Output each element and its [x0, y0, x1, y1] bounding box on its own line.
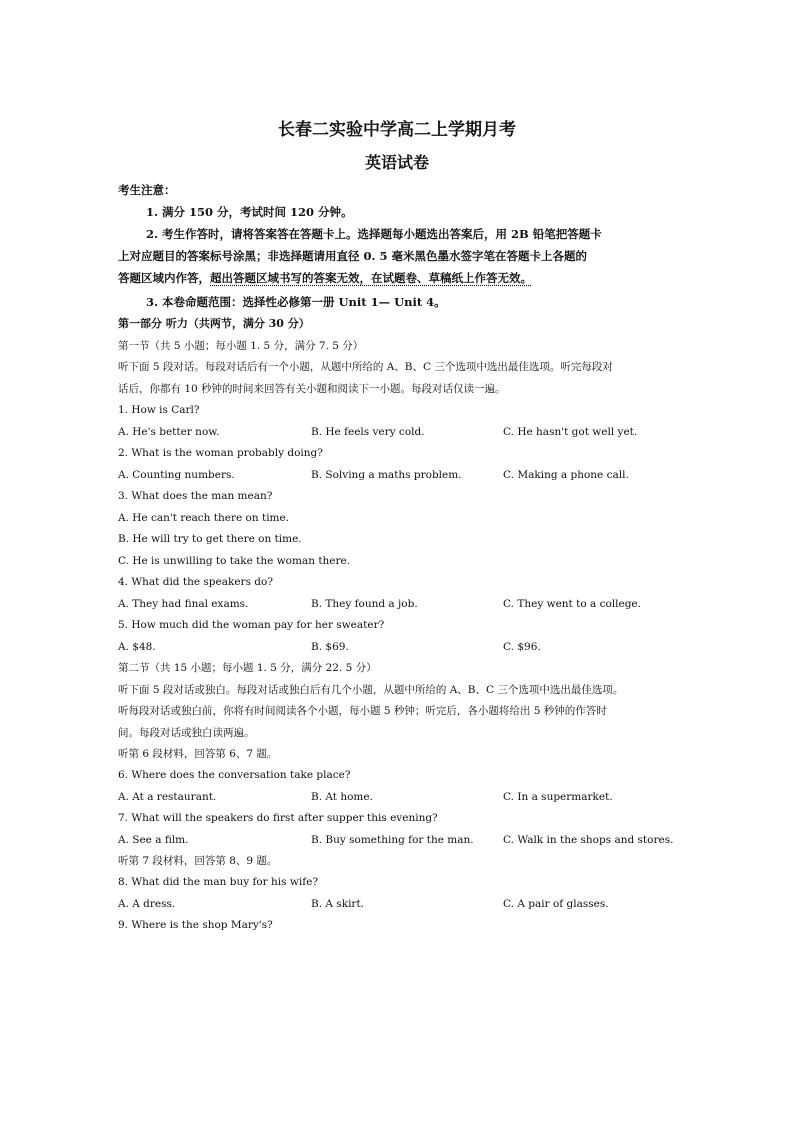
q1-option-a: A. He's better now. [118, 426, 220, 438]
q5-option-b: B. $69. [311, 641, 349, 653]
section1-instruction-line-1: 听下面 5 段对话。每段对话后有一个小题，从题中所给的 A、B、C 三个选项中选出最佳选项。听完每段对 [118, 361, 613, 373]
q4-option-a: A. They had final exams. [118, 598, 249, 610]
section2-instruction-line-1: 听下面 5 段对话或独白。每段对话或独白后有几个小题，从题中所给的 A、B、C 三个选项中选出最佳选项。 [118, 684, 624, 696]
q8-option-a: A. A dress. [118, 898, 176, 910]
question-9: 9. Where is the shop Mary's? [118, 919, 273, 931]
q2-option-c: C. Making a phone call. [503, 469, 629, 481]
section2-instruction-line-2: 听每段对话或独白前，你将有时间阅读各个小题，每小题 5 秒钟；听完后，各小题将给出 5 秒钟的作答时 [118, 705, 607, 717]
notice-item-2-line-3b: 超出答题区域书写的答案无效，在试题卷、草稿纸上作答无效。 [210, 271, 532, 285]
notice-item-2-line-3a: 答题区域内作答， [118, 271, 210, 285]
notice-item-2-line-2: 上对应题目的答案标号涂黑；非选择题请用直径 0. 5 毫米黑色墨水签字笔在答题卡上各题的 [118, 249, 588, 263]
q4-option-b: B. They found a job. [311, 598, 418, 610]
question-2: 2. What is the woman probably doing? [118, 447, 323, 459]
q3-option-a: A. He can't reach there on time. [118, 512, 290, 524]
q7-option-b: B. Buy something for the man. [311, 834, 474, 846]
q1-option-c: C. He hasn't got well yet. [503, 426, 638, 438]
q1-option-b: B. He feels very cold. [311, 426, 425, 438]
question-3: 3. What does the man mean? [118, 490, 273, 502]
page-title: 长春二实验中学高二上学期月考 [278, 120, 516, 140]
page-subtitle: 英语试卷 [364, 153, 429, 172]
q3-option-b: B. He will try to get there on time. [118, 533, 302, 545]
q2-option-b: B. Solving a maths problem. [311, 469, 462, 481]
question-8: 8. What did the man buy for his wife? [118, 876, 318, 888]
q7-option-c: C. Walk in the shops and stores. [503, 834, 674, 846]
question-7: 7. What will the speakers do first after supper this evening? [118, 812, 438, 824]
q5-option-a: A. $48. [118, 641, 156, 653]
notice-item-2-line-3 [118, 270, 532, 286]
question-4: 4. What did the speakers do? [118, 576, 273, 588]
q8-option-b: B. A skirt. [311, 898, 364, 910]
q6-option-b: B. At home. [311, 791, 373, 803]
q3-option-c: C. He is unwilling to take the woman there. [118, 555, 351, 567]
section1-heading: 第一节（共 5 小题；每小题 1. 5 分，满分 7. 5 分） [118, 340, 364, 352]
notice-item-2-line-1: 2. 考生作答时，请将答案答在答题卡上。选择题每小题选出答案后，用 2B 铅笔把答题卡 [146, 227, 602, 241]
material-7-heading: 听第 7 段材料，回答第 8、9 题。 [118, 855, 278, 867]
section2-heading: 第二节（共 15 小题；每小题 1. 5 分，满分 22. 5 分） [118, 662, 377, 674]
q8-option-c: C. A pair of glasses. [503, 898, 609, 910]
notice-item-1: 1. 满分 150 分，考试时间 120 分钟。 [146, 205, 353, 219]
section1-instruction-line-2: 话后，你都有 10 秒钟的时间来回答有关小题和阅读下一小题。每段对话仅读一遍。 [118, 383, 506, 395]
material-6-heading: 听第 6 段材料，回答第 6、7 题。 [118, 748, 278, 760]
q6-option-a: A. At a restaurant. [118, 791, 217, 803]
q5-option-c: C. $96. [503, 641, 541, 653]
question-1: 1. How is Carl? [118, 404, 200, 416]
question-6: 6. Where does the conversation take place? [118, 769, 351, 781]
notice-item-3: 3. 本卷命题范围：选择性必修第一册 Unit 1— Unit 4。 [146, 295, 446, 309]
q7-option-a: A. See a film. [118, 834, 189, 846]
q6-option-c: C. In a supermarket. [503, 791, 613, 803]
part1-heading: 第一部分 听力（共两节，满分 30 分） [118, 317, 310, 330]
section2-instruction-line-3: 间。每段对话或独白读两遍。 [118, 727, 255, 739]
question-5: 5. How much did the woman pay for her sweater? [118, 619, 385, 631]
notice-heading: 考生注意： [118, 183, 176, 197]
q4-option-c: C. They went to a college. [503, 598, 641, 610]
q2-option-a: A. Counting numbers. [118, 469, 235, 481]
